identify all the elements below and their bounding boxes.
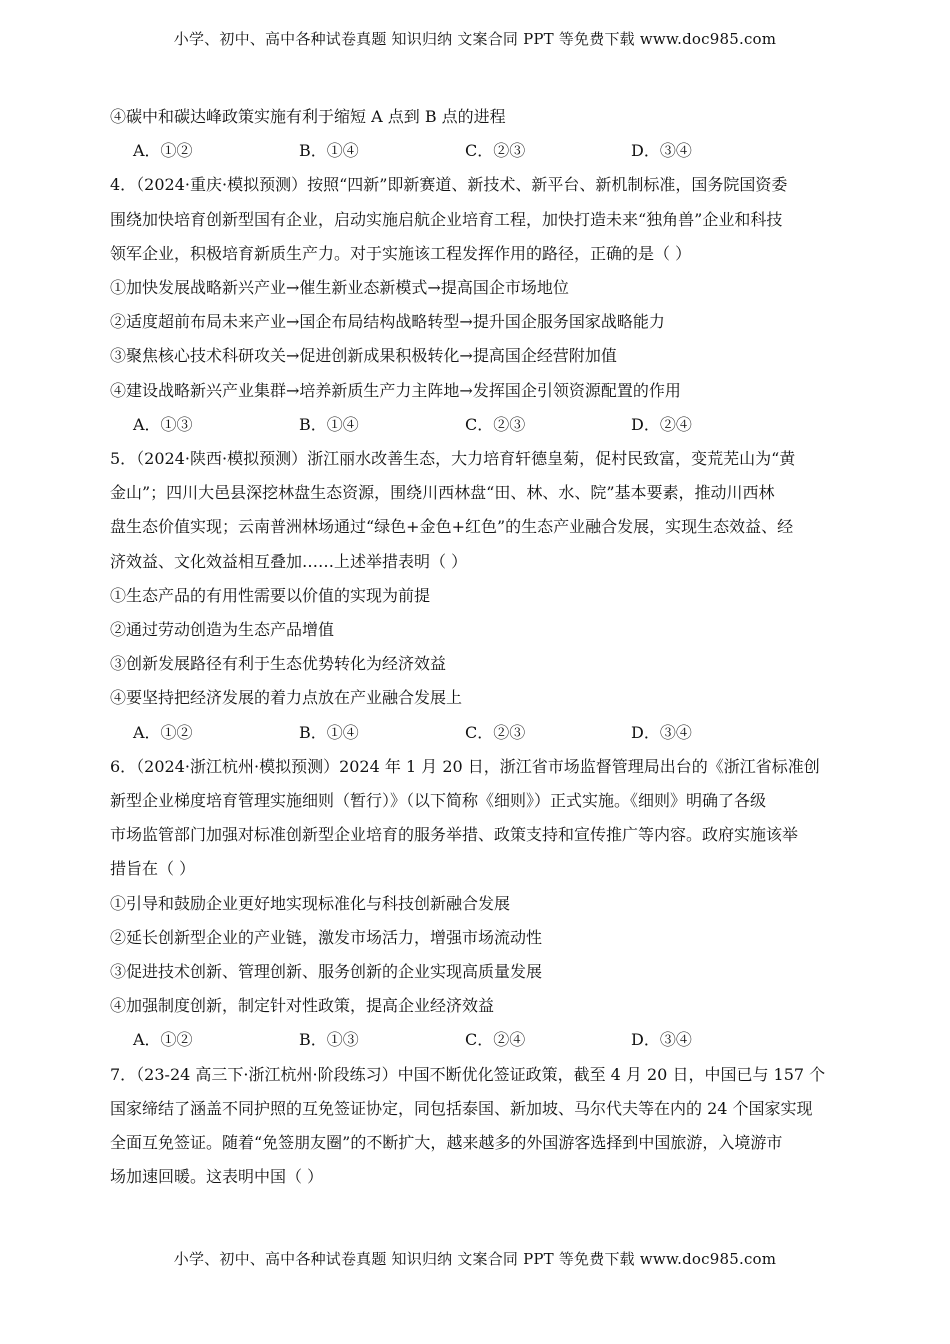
- answer-options: [110, 1023, 845, 1057]
- question-line: 场加速回暖。这表明中国（ ）: [110, 1167, 324, 1187]
- question-line: 国家缔结了涵盖不同护照的互免签证协定，同包括泰国、新加坡、马尔代夫等在内的 24 个国家实现: [110, 1098, 813, 1118]
- question-line: 盘生态价值实现；云南普洲林场通过“绿色+金色+红色”的生态产业融合发展，实现生态效益、经: [110, 517, 794, 537]
- option-a: A．①②: [133, 141, 193, 161]
- statement: ③聚焦核心技术科研攻关→促进创新成果积极转化→提高国企经营附加值: [110, 346, 617, 366]
- answer-options: [110, 716, 845, 750]
- option-a: A．①③: [133, 414, 193, 434]
- question-5: [110, 442, 845, 750]
- question-line: 全面互免签证。随着“免签朋友圈”的不断扩大，越来越多的外国游客选择到中国旅游，入境游市: [110, 1133, 783, 1153]
- question-line: 7．（23-24 高三下·浙江杭州·阶段练习）中国不断优化签证政策，截至 4 月 20 日，中国已与 157 个: [110, 1064, 826, 1084]
- statement: ①引导和鼓励企业更好地实现标准化与科技创新融合发展: [110, 893, 511, 913]
- question-4: [110, 168, 845, 442]
- option-c: C．②③: [465, 722, 526, 742]
- page-header: 小学、初中、高中各种试卷真题 知识归纳 文案合同 PPT 等免费下载 www.doc985.com: [173, 30, 777, 48]
- page-footer: 小学、初中、高中各种试卷真题 知识归纳 文案合同 PPT 等免费下载 www.doc985.com: [173, 1250, 777, 1268]
- question-line: 济效益、文化效益相互叠加……上述举措表明（ ）: [110, 551, 468, 571]
- option-c: C．②③: [465, 414, 526, 434]
- question-line: 4．（2024·重庆·模拟预测）按照“四新”即新赛道、新技术、新平台、新机制标准，国务院国资委: [110, 175, 788, 195]
- option-b: B．①③: [299, 1030, 359, 1050]
- page-content: [110, 100, 845, 1195]
- statement: ④建设战略新兴产业集群→培养新质生产力主阵地→发挥国企引领资源配置的作用: [110, 380, 681, 400]
- question-6: [110, 750, 845, 1058]
- statement: ④加强制度创新，制定针对性政策，提高企业经济效益: [110, 996, 495, 1016]
- option-d: D．②④: [631, 414, 692, 434]
- question-line: 领军企业，积极培育新质生产力。对于实施该工程发挥作用的路径，正确的是（ ）: [110, 243, 692, 263]
- statement: ④碳中和碳达峰政策实施有利于缩短 A 点到 B 点的进程: [110, 107, 506, 126]
- question-line: 6．（2024·浙江杭州·模拟预测）2024 年 1 月 20 日，浙江省市场监督管理局出台的《浙江省标准创: [110, 756, 820, 776]
- question-line: 5．（2024·陕西·模拟预测）浙江丽水改善生态，大力培育轩德皇菊，促村民致富，变荒芜山为“黄: [110, 449, 796, 469]
- option-a: A．①②: [133, 722, 193, 742]
- statement: ③创新发展路径有利于生态优势转化为经济效益: [110, 654, 447, 674]
- statement: ②通过劳动创造为生态产品增值: [110, 620, 335, 640]
- option-d: D．③④: [631, 722, 692, 742]
- option-c: C．②④: [465, 1030, 526, 1050]
- question-3-tail: [110, 100, 845, 168]
- statement: ③促进技术创新、管理创新、服务创新的企业实现高质量发展: [110, 962, 543, 982]
- option-b: B．①④: [299, 141, 359, 161]
- option-d: D．③④: [631, 141, 692, 161]
- statement: ①加快发展战略新兴产业→催生新业态新模式→提高国企市场地位: [110, 278, 569, 298]
- option-b: B．①④: [299, 414, 359, 434]
- statement: ②适度超前布局未来产业→国企布局结构战略转型→提升国企服务国家战略能力: [110, 312, 665, 332]
- answer-options: [110, 134, 845, 168]
- statement: ④要坚持把经济发展的着力点放在产业融合发展上: [110, 688, 463, 708]
- option-c: C．②③: [465, 141, 526, 161]
- statement: ②延长创新型企业的产业链，激发市场活力，增强市场流动性: [110, 927, 543, 947]
- option-b: B．①④: [299, 722, 359, 742]
- option-d: D．③④: [631, 1030, 692, 1050]
- question-line: 新型企业梯度培育管理实施细则（暂行）》（以下简称《细则》）正式实施。《细则》明确了各级: [110, 791, 767, 811]
- question-line: 围绕加快培育创新型国有企业，启动实施启航企业培育工程，加快打造未来“独角兽”企业和科技: [110, 209, 783, 229]
- option-a: A．①②: [133, 1030, 193, 1050]
- answer-options: [110, 408, 845, 442]
- statement: ①生态产品的有用性需要以价值的实现为前提: [110, 585, 431, 605]
- question-line: 市场监管部门加强对标准创新型企业培育的服务举措、政策支持和宣传推广等内容。政府实施该举: [110, 825, 799, 845]
- question-7: [110, 1058, 845, 1195]
- question-line: 金山”；四川大邑县深挖林盘生态资源，围绕川西林盘“田、林、水、院”基本要素，推动川西林: [110, 483, 775, 503]
- question-line: 措旨在（ ）: [110, 859, 196, 879]
